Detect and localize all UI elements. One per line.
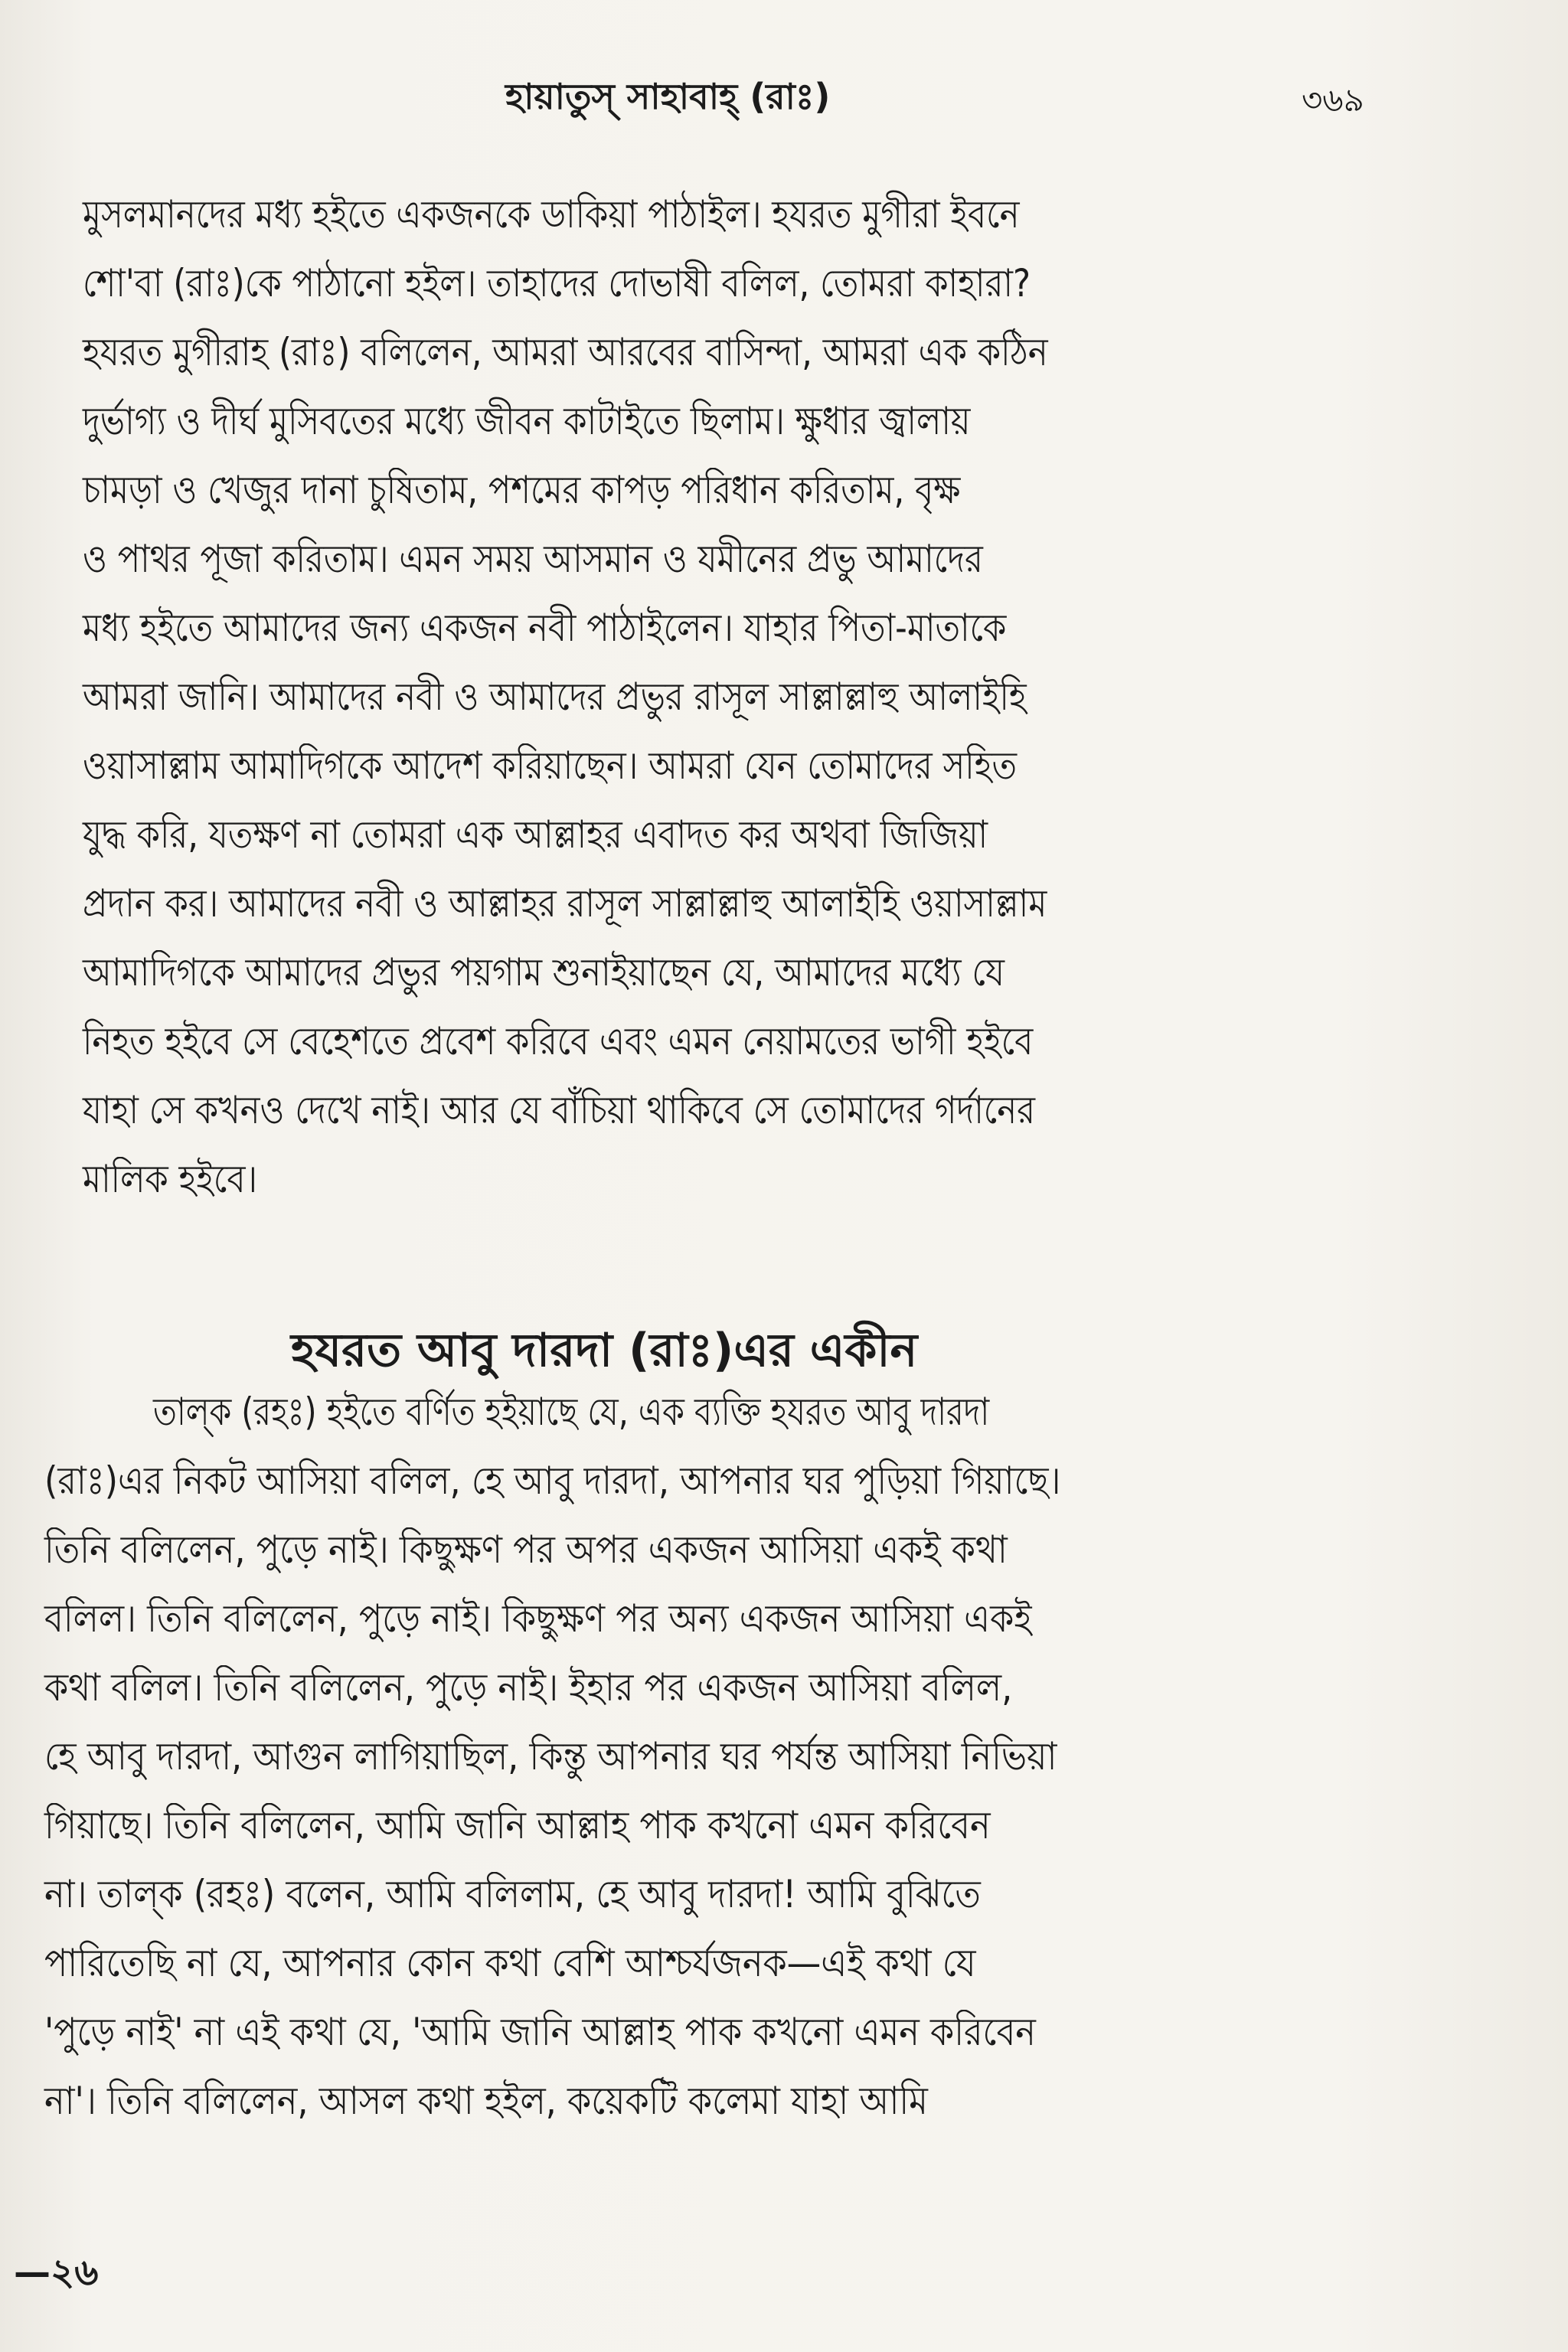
paragraph-line: ওয়াসাল্লাম আমাদিগকে আদেশ করিয়াছেন। আমরা যেন তোমাদের সহিত bbox=[83, 743, 1018, 788]
paragraph-line: মধ্য হইতে আমাদের জন্য একজন নবী পাঠাইলেন। যাহার পিতা-মাতাকে bbox=[83, 606, 1007, 650]
paragraph-line: নিহত হইবে সে বেহেশতে প্রবেশ করিবে এবং এমন নেয়ামতের ভাগী হইবে bbox=[83, 1019, 1034, 1063]
paragraph-line: আমরা জানি। আমাদের নবী ও আমাদের প্রভুর রাসূল সাল্লাল্লাহু আলাইহি bbox=[83, 675, 1027, 719]
paragraph-line: না। তাল্‌ক (রহঃ) বলেন, আমি বলিলাম, হে আবু দারদা! আমি বুঝিতে bbox=[44, 1872, 981, 1916]
paragraph-line: দুর্ভাগ্য ও দীর্ঘ মুসিবতের মধ্যে জীবন কাটাইতে ছিলাম। ক্ষুধার জ্বালায় bbox=[83, 399, 971, 443]
paragraph-line: 'পুড়ে নাই' না এই কথা যে, 'আমি জানি আল্লাহ পাক কখনো এমন করিবেন bbox=[44, 2010, 1036, 2054]
paragraph-line: যাহা সে কখনও দেখে নাই। আর যে বাঁচিয়া থাকিবে সে তোমাদের গর্দানের bbox=[83, 1088, 1035, 1132]
paragraph-line: পারিতেছি না যে, আপনার কোন কথা বেশি আশ্চর্যজনক—এই কথা যে bbox=[44, 1941, 976, 1985]
paragraph-line: প্রদান কর। আমাদের নবী ও আল্লাহর রাসূল সাল্লাল্লাহু আলাইহি ওয়াসাল্লাম bbox=[83, 881, 1047, 926]
paragraph-line: আমাদিগকে আমাদের প্রভুর পয়গাম শুনাইয়াছেন যে, আমাদের মধ্যে যে bbox=[83, 950, 1004, 995]
paragraph-line: না'। তিনি বলিলেন, আসল কথা হইল, কয়েকটি কলেমা যাহা আমি bbox=[44, 2079, 928, 2123]
signature-mark: —২৬ bbox=[14, 2251, 99, 2294]
running-head: হায়াতুস্ সাহাবাহ্ (রাঃ) bbox=[505, 76, 831, 117]
paragraph-line: গিয়াছে। তিনি বলিলেন, আমি জানি আল্লাহ পাক কখনো এমন করিবেন bbox=[44, 1803, 991, 1847]
paragraph-line: তাল্‌ক (রহঃ) হইতে বর্ণিত হইয়াছে যে, এক ব্যক্তি হযরত আবু দারদা bbox=[153, 1390, 990, 1434]
paragraph-line: মুসলমানদের মধ্য হইতে একজনকে ডাকিয়া পাঠাইল। হযরত মুগীরা ইবনে bbox=[83, 192, 1020, 237]
paragraph-line: মালিক হইবে। bbox=[83, 1157, 258, 1201]
paragraph-line: কথা বলিল। তিনি বলিলেন, পুড়ে নাই। ইহার পর একজন আসিয়া বলিল, bbox=[44, 1665, 1013, 1710]
paragraph-line: চামড়া ও খেজুর দানা চুষিতাম, পশমের কাপড় পরিধান করিতাম, বৃক্ষ bbox=[83, 468, 961, 512]
page-number: ৩৬৯ bbox=[1302, 81, 1364, 119]
paragraph-line: হে আবু দারদা, আগুন লাগিয়াছিল, কিন্তু আপনার ঘর পর্যন্ত আসিয়া নিভিয়া bbox=[44, 1734, 1057, 1779]
section-heading: হযরত আবু দারদা (রাঃ)এর একীন bbox=[291, 1324, 918, 1377]
paragraph-line: তিনি বলিলেন, পুড়ে নাই। কিছুক্ষণ পর অপর একজন আসিয়া একই কথা bbox=[44, 1527, 1008, 1572]
paragraph-line: যুদ্ধ করি, যতক্ষণ না তোমরা এক আল্লাহর এবাদত কর অথবা জিজিয়া bbox=[83, 812, 988, 857]
paragraph-line: ও পাথর পূজা করিতাম। এমন সময় আসমান ও যমীনের প্রভু আমাদের bbox=[83, 537, 983, 581]
paragraph-line: শো'বা (রাঃ)কে পাঠানো হইল। তাহাদের দোভাষী বলিল, তোমরা কাহারা? bbox=[83, 261, 1031, 305]
paragraph-line: বলিল। তিনি বলিলেন, পুড়ে নাই। কিছুক্ষণ পর অন্য একজন আসিয়া একই bbox=[44, 1596, 1032, 1641]
paragraph-line: হযরত মুগীরাহ (রাঃ) বলিলেন, আমরা আরবের বাসিন্দা, আমরা এক কঠিন bbox=[83, 330, 1048, 374]
paragraph-line: (রাঃ)এর নিকট আসিয়া বলিল, হে আবু দারদা, আপনার ঘর পুড়িয়া গিয়াছে। bbox=[44, 1459, 1061, 1503]
